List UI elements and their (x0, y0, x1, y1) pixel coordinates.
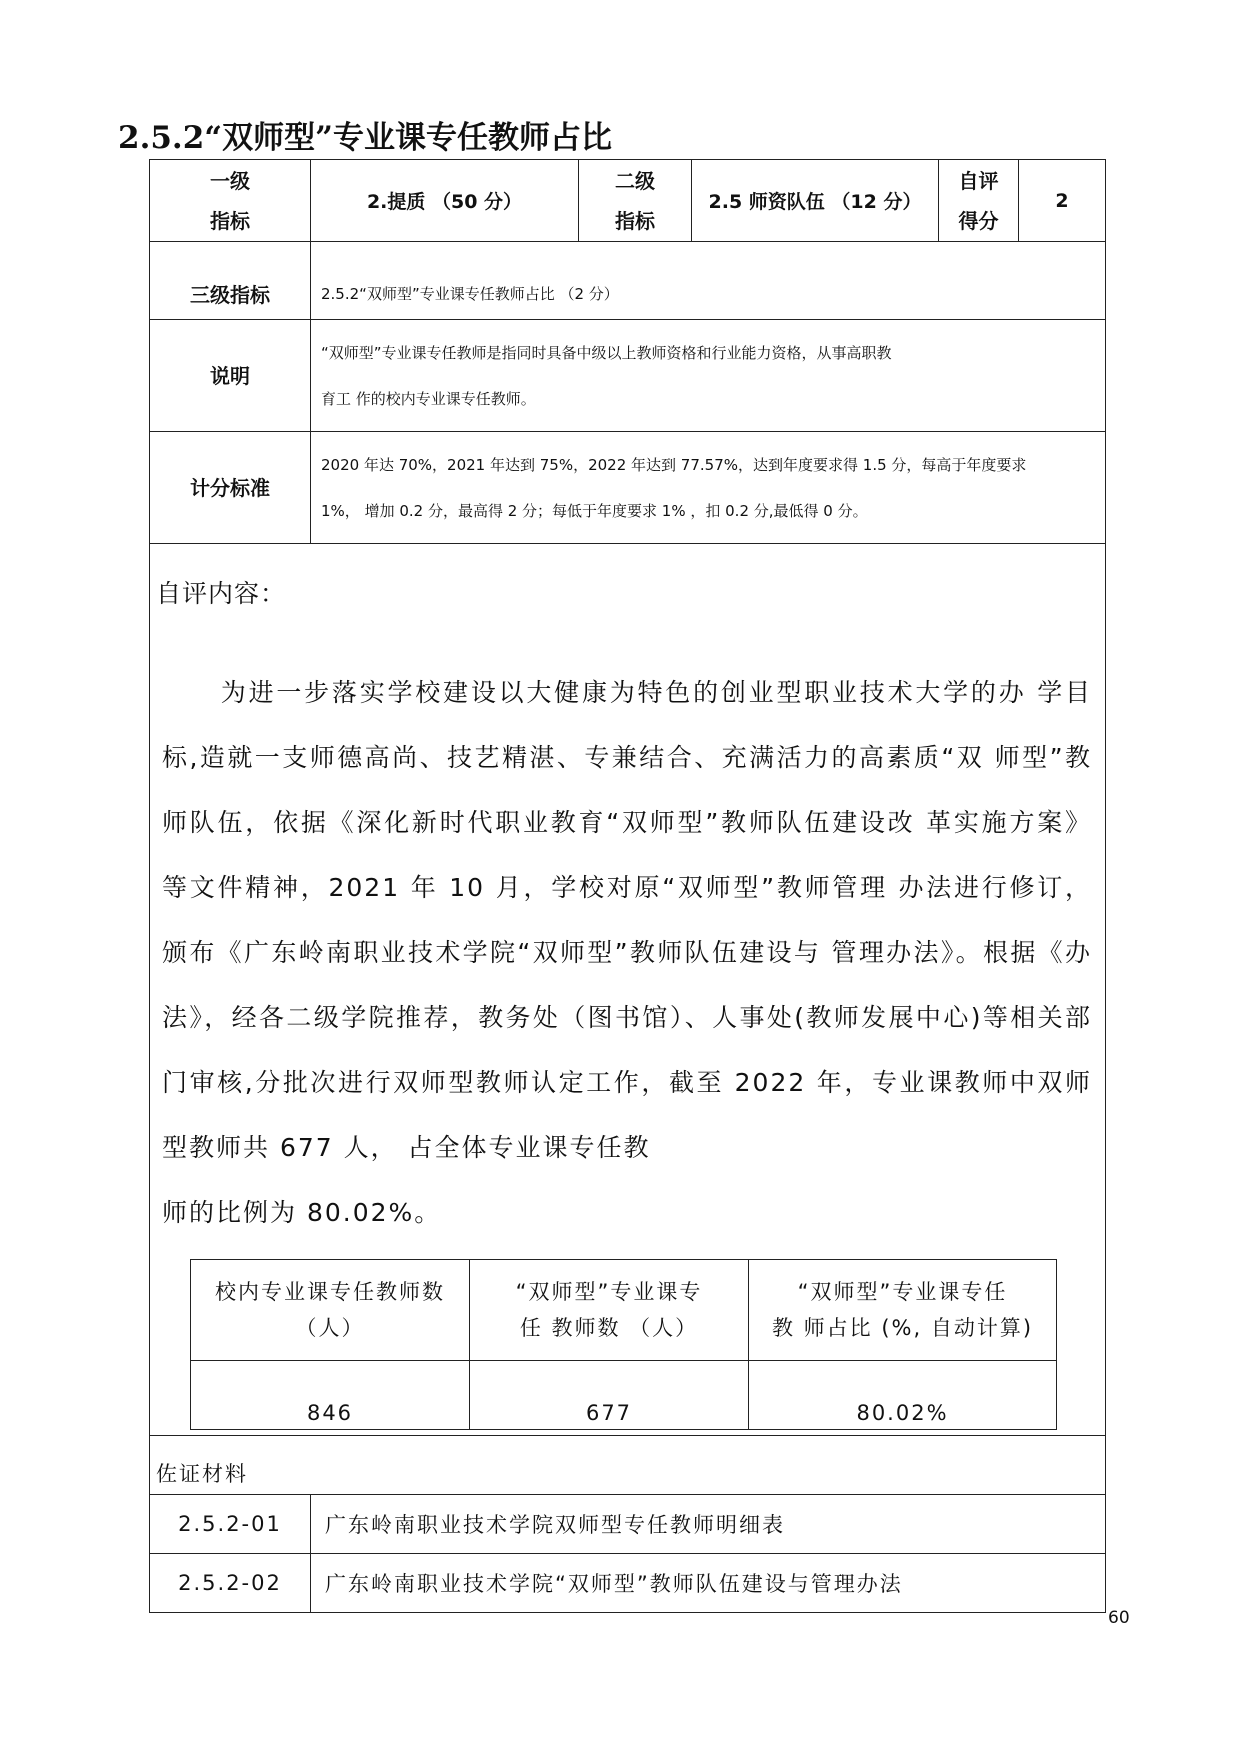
level1-label: 一级 指标 (150, 160, 311, 242)
evidence-code: 2.5.2-02 (150, 1554, 311, 1613)
assessment-row (150, 544, 1106, 1436)
page-title: 2.5.2“双师型”专业课专任教师占比 (118, 120, 612, 156)
assessment-paragraph: 为进一步落实学校建设以大健康为特色的创业型职业技术大学的办 学目标,造就一支师德高尚、技艺精湛、专兼结合、充满活力的高素质“双 师型”教师队伍，依据《深化新时代职业教育“双师型”教师队伍建设改 革实施方案》等文件精神，2021 年 10 月，学校对原“双师型”教师管理 办法进行修订，颁布《广东岭南职业技术学院“双师型”教师队伍建设与 管理办法》。根据《办法》，经各二级学院推荐，教务处（图书馆）、人事处(教师发展中心)等相关部门审核,分批次进行双师型教师认定工作，截至 2022 年，专业课教师中双师型教师共 677 人， 占全体专业课专任教 师的比例为 80.02%。 (162, 678, 1092, 1227)
scoring-row (150, 432, 1106, 544)
scoring-text: 2020 年达 70%，2021 年达到 75%，2022 年达到 77.57%，达到年度要求得 1.5 分，每高于年度要求 1%， 增加 0.2 分，最高得 2 分；每低于年度要求 1% ，扣 0.2 分,最低得 0 分。 (311, 432, 1106, 544)
evidence-name: 广东岭南职业技术学院“双师型”教师队伍建设与管理办法 (311, 1554, 1106, 1613)
evidence-code: 2.5.2-01 (150, 1495, 311, 1554)
assessment-label: 自评内容： (156, 579, 287, 608)
description-label: 说明 (150, 320, 311, 432)
level2-value: 2.5 师资队伍 （12 分） (692, 160, 939, 242)
stats-value-ratio: 80.02% (749, 1361, 1057, 1430)
page-number: 60 (1108, 1608, 1130, 1628)
stats-table (190, 1259, 1057, 1430)
scoring-label: 计分标准 (150, 432, 311, 544)
stats-value-total: 846 (191, 1361, 470, 1430)
stats-header-dual: “双师型”专业课专 任 教师数 （人） (470, 1260, 749, 1361)
self-score-value: 2 (1019, 160, 1106, 242)
stats-value-dual: 677 (470, 1361, 749, 1430)
evidence-label-row (150, 1436, 1106, 1495)
level1-value: 2.提质 （50 分） (311, 160, 579, 242)
level3-value: 2.5.2“双师型”专业课专任教师占比 （2 分） (311, 242, 1106, 320)
header-row (150, 160, 1106, 242)
level2-label: 二级 指标 (579, 160, 692, 242)
level3-label: 三级指标 (150, 242, 311, 320)
stats-header-total: 校内专业课专任教师数 （人） (191, 1260, 470, 1361)
description-text: “双师型”专业课专任教师是指同时具备中级以上教师资格和行业能力资格，从事高职教 育工 作的校内专业课专任教师。 (311, 320, 1106, 432)
description-row (150, 320, 1106, 432)
evidence-name: 广东岭南职业技术学院双师型专任教师明细表 (311, 1495, 1106, 1554)
evidence-label: 佐证材料 (150, 1436, 1106, 1495)
self-score-label: 自评 得分 (939, 160, 1019, 242)
evidence-item (150, 1495, 1106, 1554)
indicator-table (149, 159, 1106, 1613)
stats-header-ratio: “双师型”专业课专任 教 师占比 (%, 自动计算) (749, 1260, 1057, 1361)
assessment-cell (150, 544, 1106, 1436)
evidence-item (150, 1554, 1106, 1613)
level3-row (150, 242, 1106, 320)
